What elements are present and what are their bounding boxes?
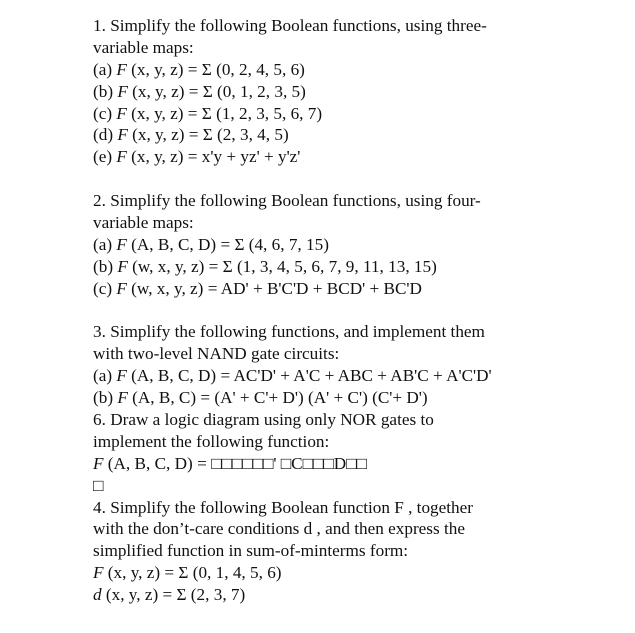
item-label: (a)	[93, 59, 117, 79]
question-4-function-f	[93, 562, 623, 584]
function-name: F	[116, 59, 127, 79]
question-3-heading-line-2: with two-level NAND gate circuits:	[93, 344, 340, 364]
function-name: F	[117, 125, 128, 145]
function-expression: (A, B, C, D) = AC'D' + A'C + ABC + AB'C + A'C'D'	[126, 366, 492, 386]
question-4-heading-line-2: with the don’t-care conditions d , and then express the	[93, 519, 465, 539]
function-name: F	[116, 366, 127, 386]
question-2-heading-line-1: 2. Simplify the following Boolean functions, using four-	[93, 191, 481, 211]
document-body	[93, 15, 623, 606]
item-label: (a)	[93, 234, 117, 254]
item-label: (c)	[93, 103, 117, 123]
function-expression: (x, y, z) = Σ (2, 3, 4, 5)	[127, 125, 289, 145]
question-6	[93, 409, 623, 497]
question-4	[93, 497, 623, 606]
question-3-item-b	[93, 387, 623, 409]
function-expression: (w, x, y, z) = Σ (1, 3, 4, 5, 6, 7, 9, 11, 13, 15)	[127, 256, 437, 276]
question-1-item-a	[93, 59, 623, 81]
item-label: (b)	[93, 388, 118, 408]
function-expression: (x, y, z) = x'y + yz' + y'z'	[126, 147, 301, 167]
question-2-item-b	[93, 256, 623, 278]
question-6-function	[93, 453, 623, 475]
function-expression: (w, x, y, z) = AD' + B'C'D + BCD' + BC'D	[126, 278, 422, 298]
question-4-heading-line-3: simplified function in sum-of-minterms form:	[93, 541, 409, 561]
function-name: F	[93, 453, 104, 473]
function-expression: (A, B, C, D) = Σ (4, 6, 7, 15)	[126, 234, 329, 254]
question-1-heading-line-2: variable maps:	[93, 37, 194, 57]
item-label: (b)	[93, 256, 118, 276]
question-4-dont-care-d	[93, 584, 623, 606]
item-label: (a)	[93, 366, 117, 386]
question-2-heading-line-2: variable maps:	[93, 213, 194, 233]
question-2-item-c	[93, 278, 623, 300]
function-name: F	[117, 388, 128, 408]
question-3-heading-line-1: 3. Simplify the following functions, and implement them	[93, 322, 485, 342]
question-1-item-d	[93, 124, 623, 146]
question-3	[93, 321, 623, 409]
question-6-heading-line-2: implement the following function:	[93, 431, 330, 451]
question-3-item-a	[93, 365, 623, 387]
item-label: (d)	[93, 125, 118, 145]
question-1	[93, 15, 623, 168]
dont-care-expression: (x, y, z) = Σ (2, 3, 7)	[101, 585, 246, 605]
item-label: (c)	[93, 278, 117, 298]
question-6-heading-line-1: 6. Draw a logic diagram using only NOR gates to	[93, 410, 434, 430]
item-label: (e)	[93, 147, 117, 167]
question-1-item-b	[93, 81, 623, 103]
function-expression: (x, y, z) = Σ (0, 1, 2, 3, 5)	[127, 81, 306, 101]
question-2-item-a	[93, 234, 623, 256]
function-name: F	[117, 256, 128, 276]
function-name: F	[117, 81, 128, 101]
paragraph-gap	[93, 168, 623, 190]
question-1-heading-line-1: 1. Simplify the following Boolean functions, using three-	[93, 16, 487, 35]
function-expression: (x, y, z) = Σ (1, 2, 3, 5, 6, 7)	[126, 103, 323, 123]
dont-care-name: d	[93, 585, 102, 605]
question-6-missing-glyph: □	[93, 475, 104, 495]
function-expression: (x, y, z) = Σ (0, 1, 4, 5, 6)	[103, 563, 282, 583]
function-name: F	[116, 103, 127, 123]
function-expression: (A, B, C, D) =	[103, 453, 212, 473]
function-name: F	[93, 563, 104, 583]
item-label: (b)	[93, 81, 118, 101]
question-4-heading-line-1: 4. Simplify the following Boolean function F , together	[93, 497, 473, 517]
question-1-item-c	[93, 103, 623, 125]
function-name: F	[116, 278, 127, 298]
paragraph-gap	[93, 300, 623, 322]
garbled-expression: □□□□□□' □C□□□D□□	[211, 453, 367, 473]
function-name: F	[116, 234, 127, 254]
function-expression: (A, B, C) = (A' + C'+ D') (A' + C') (C'+ D')	[127, 388, 428, 408]
function-name: F	[116, 147, 127, 167]
question-2	[93, 190, 623, 299]
function-expression: (x, y, z) = Σ (0, 2, 4, 5, 6)	[126, 59, 305, 79]
question-1-item-e	[93, 146, 623, 168]
